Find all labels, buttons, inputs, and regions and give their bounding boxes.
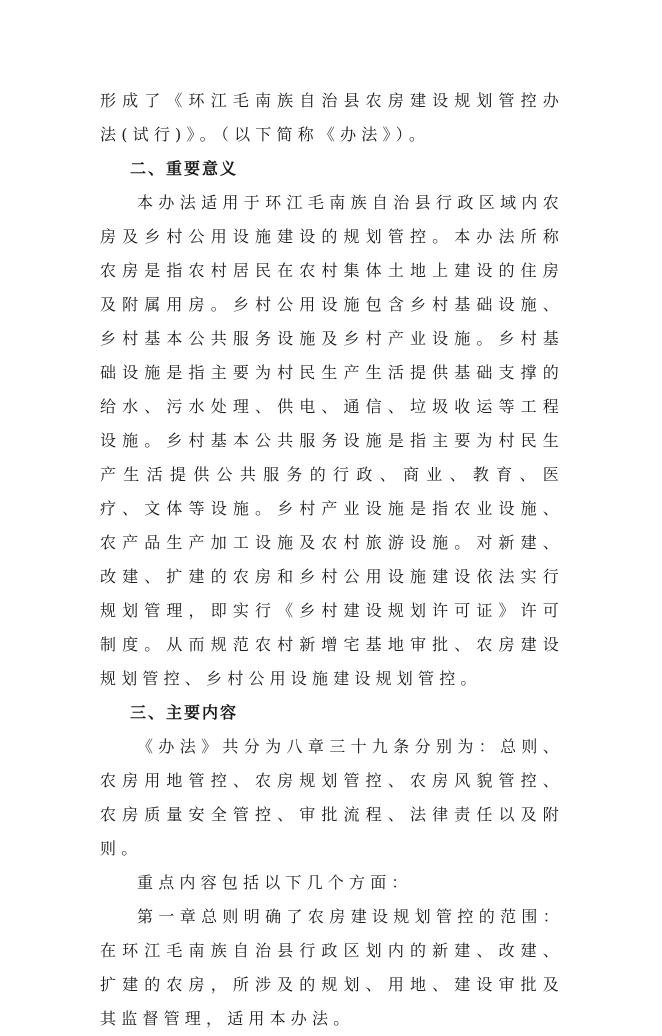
document-page xyxy=(100,84,564,1036)
key-points-intro: 重点内容包括以下几个方面： xyxy=(137,873,413,892)
chapters-paragraph: 《办法》共分为八章三十九条分别为：总则、农房用地管控、农房规划管控、农房风貌管控、农房质量安全管控、审批流程、法律责任以及附则。 xyxy=(100,737,564,858)
chapter-one-paragraph: 第一章总则明确了农房建设规划管控的范围：在环江毛南族自治县行政区划内的新建、改建、扩建的农房，所涉及的规划、用地、建设审批及其监督管理，适用本办法。 xyxy=(100,907,564,1028)
significance-paragraph: 本办法适用于环江毛南族自治县行政区域内农房及乡村公用设施建设的规划管控。本办法所称农房是指农村居民在农村集体土地上建设的住房及附属用房。乡村公用设施包含乡村基础设施、乡村基本公共服务设施及乡村产业设施。乡村基础设施是指主要为村民生产生活提供基础支撑的给水、污水处理、供电、通信、垃圾收运等工程设施。乡村基本公共服务设施是指主要为村民生产生活提供公共服务的行政、商业、教育、医疗、文体等设施。乡村产业设施是指农业设施、农产品生产加工设施及农村旅游设施。对新建、改建、扩建的农房和乡村公用设施建设依法实行规划管理，即实行《乡村建设规划许可证》许可制度。从而规范农村新增宅基地审批、农房建设规划管控、乡村公用设施建设规划管控。 xyxy=(100,193,564,688)
section-heading-significance: 二、重要意义 xyxy=(130,159,239,178)
section-heading-main-content: 三、主要内容 xyxy=(130,703,239,722)
intro-paragraph: 形成了《环江毛南族自治县农房建设规划管控办法(试行)》。（以下简称《办法》）。 xyxy=(100,91,564,144)
